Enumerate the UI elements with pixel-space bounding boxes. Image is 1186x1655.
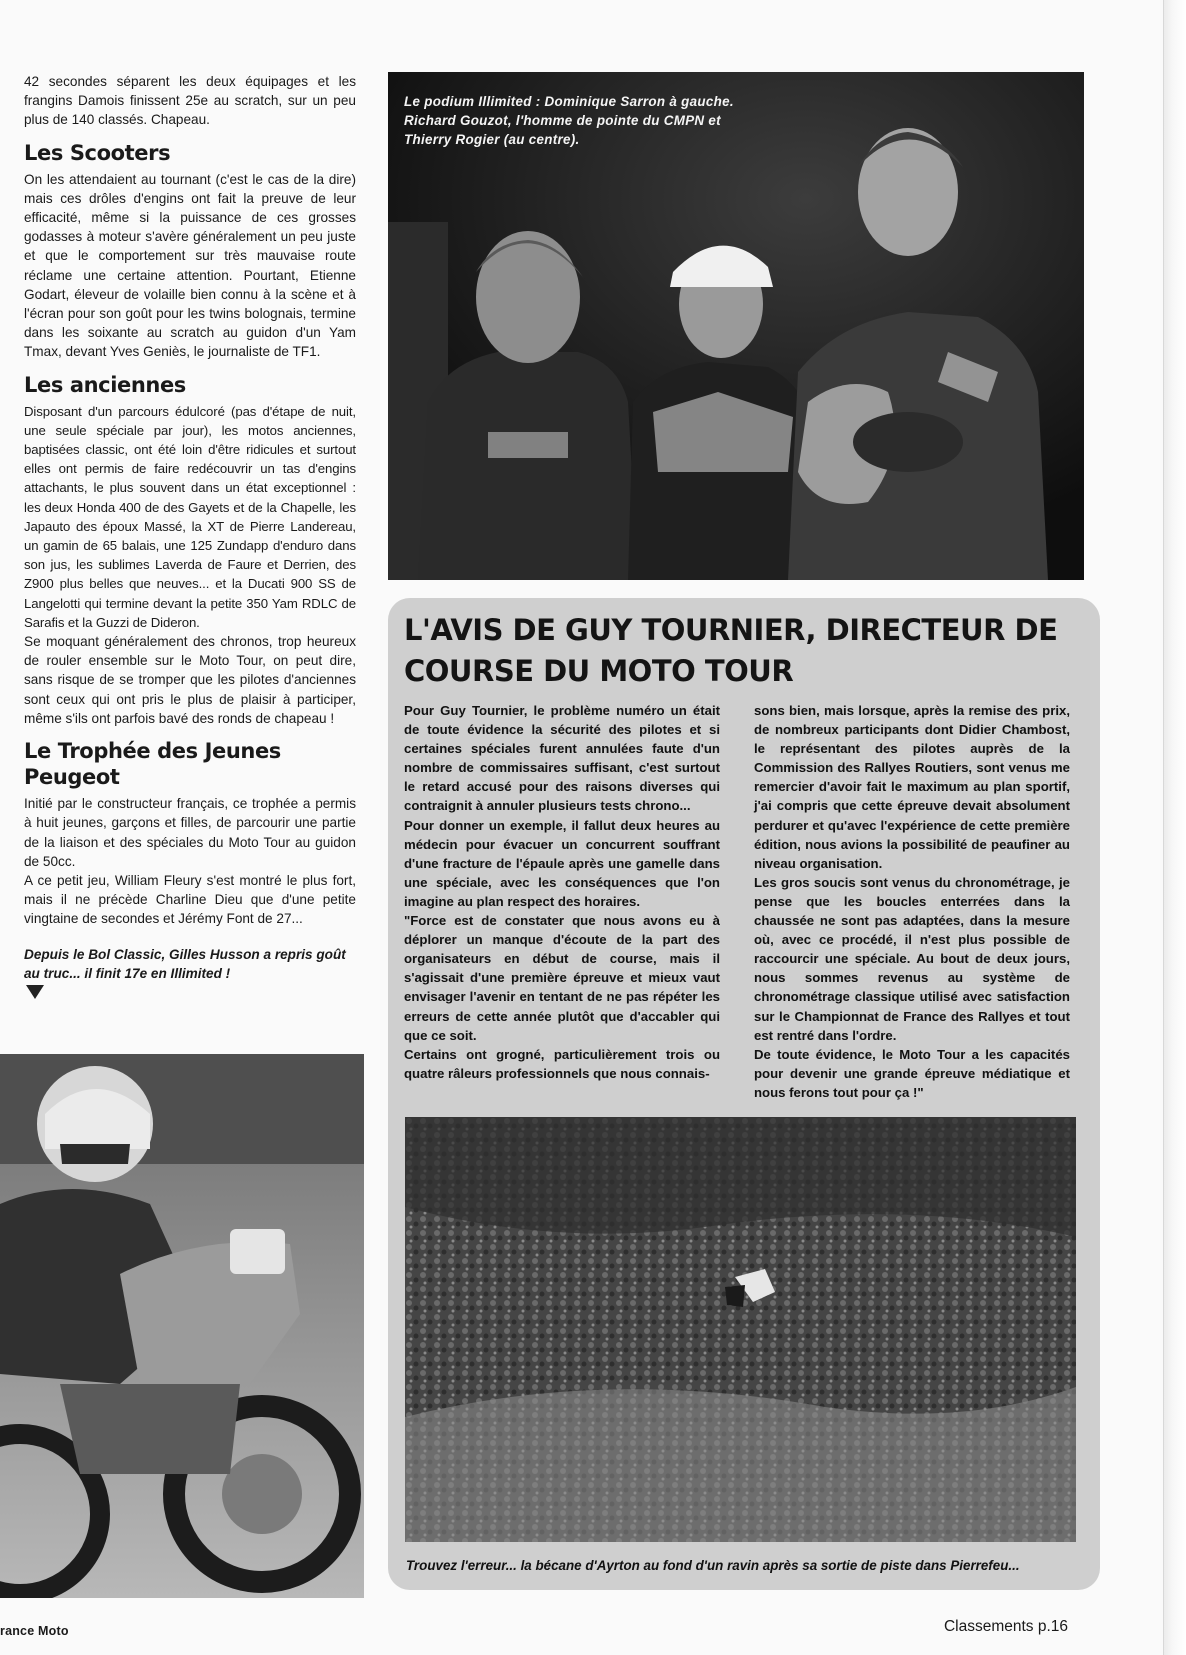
left-column	[24, 72, 356, 999]
ravine-photo	[405, 1117, 1076, 1542]
page-edge	[1163, 0, 1186, 1655]
trophee-paragraph-1: Initié par le constructeur français, ce trophée a permis à huit jeunes, garçons et filles, de parcourir une partie de la liaison et des spéciales du Moto Tour au guidon de 50cc.	[24, 796, 356, 869]
scooters-paragraph: On les attendaient au tournant (c'est le cas de la dire) mais ces drôles d'engins ont fait la preuve de leur efficacité, même si la puissance de ces grosses godasses à moteur s'avère généralement un peu juste et que le comportement sur très mauvaise route réclame une certaine attention. Pourtant, Etienne Godart, éleveur de volaille bien connu à la scène et à l'écran pour son goût pour les twins bolognais, termine dans les soixante au scratch au guidon d'un Yam Tmax, devant Yves Geniès, le journaliste de TF1.	[24, 171, 356, 360]
rider-motorcycle-photo	[0, 1054, 364, 1598]
ravine-photo-caption: Trouvez l'erreur... la bécane d'Ayrton au fond d'un ravin après sa sortie de piste dans Pierrefeu...	[406, 1558, 1020, 1573]
trophee-paragraph-2: A ce petit jeu, William Fleury s'est montré le plus fort, mais il ne précède Charline Dieu que d'une petite vingtaine de secondes et Jérémy Font de 27...	[24, 872, 356, 927]
podium-photo	[388, 72, 1084, 580]
podium-photo-caption: Le podium Illimited : Dominique Sarron à gauche. Richard Gouzot, l'homme de pointe du CMPN et Thierry Rogier (au centre).	[404, 94, 734, 147]
heading-trophee-peugeot: Le Trophée des Jeunes Peugeot	[24, 739, 281, 790]
heading-scooters: Les Scooters	[24, 140, 171, 165]
anciennes-paragraph-1: Disposant d'un parcours édulcoré (pas d'étape de nuit, une seule spéciale par jour), les motos anciennes, baptisées classic, ont été loin d'être ridicules et surtout elles ont permis de faire redécouvrir un tas d'engins attachants, le plus souvent dans un état exceptionnel : les deux Honda 400 de des Gayets et de la Chapelle, les Japauto des époux Massé, la XT de Pierre Landereau, un gamin de 65 balais, une 125 Zundapp d'enduro dans son jus, les sublimes Laverda de Faure et Derrien, des Z900 plus belles que neuves... et la Ducati 900 SS de Langelotti qui termine devant la petite 350 Yam RDLC de Sarafis et la Guzzi de Dideron.	[24, 403, 356, 630]
caption-pointer-triangle	[26, 985, 44, 999]
avis-column-1: Pour Guy Tournier, le problème numéro un était de toute évidence la sécurité des pilotes et si certaines spéciales furent annulées faute d'un nombre de commissaires suffisant, c'est surtout le retard accusé pour des raisons diverses qui contraignit à annuler plusieurs tests chrono... Pour donner un exemple, il fallut deux heures au médecin pour évacuer un concurrent souffrant d'une fracture de l'épaule après une gamelle dans une spéciale, avec les conséquences que l'on imagine au plan respect des horaires. "Force est de constater que nous avons eu à déplorer un manque d'écoute de la part des organisateurs en début de course, mais il s'agissait d'une première épreuve et mieux vaut envisager l'avenir en tentant de ne pas répéter les erreurs de cette année plutôt que d'accabler qui que ce soit. Certains ont grogné, particulièrement trois ou quatre râleurs professionnels que nous connais-	[404, 703, 720, 1081]
heading-anciennes: Les anciennes	[24, 372, 186, 397]
bike-photo-caption: Depuis le Bol Classic, Gilles Husson a repris goût au truc... il finit 17e en Illimited !	[24, 946, 346, 981]
anciennes-paragraph-2: Se moquant généralement des chronos, trop heureux de rouler ensemble sur le Moto Tour, on peut dire, sans risque de se tromper que les pilotes d'anciennes sont ceux qui ont pris le plus de plaisir à participer, même s'ils ont parfois bavé des ronds de chapeau !	[24, 634, 356, 726]
avis-column-2: sons bien, mais lorsque, après la remise des prix, de nombreux participants dont Didier Chambost, le représentant des pilotes auprès de la Commission des Rallyes Routiers, sont venus me remercier d'avoir fait le maximum au plan sportif, j'ai compris que cette épreuve devait absolument perdurer et qu'avec l'expérience de cette première édition, nous avions la possibilité de peaufiner au niveau organisation. Les gros soucis sont venus du chronométrage, je pense que les boucles enterrées dans la chaussée ne sont pas adaptées, dans la mesure où, avec ce procédé, il n'est plus possible de raccourcir une spéciale. Au bout de deux jours, nous sommes revenus au système de chronométrage classique utilisé avec satisfaction sur le Championnat de France des Rallyes et tout est rentré dans l'ordre. De toute évidence, le Moto Tour a les capacités pour devenir une grande épreuve médiatique et nous ferons tout pour ça !"	[754, 703, 1070, 1100]
magazine-name: rance Moto	[0, 1624, 69, 1638]
page-number: Classements p.16	[943, 1618, 1068, 1635]
intro-paragraph: 42 secondes séparent les deux équipages et les frangins Damois finissent 25e au scratch, sur un peu plus de 140 classés. Chapeau.	[24, 74, 356, 128]
avis-title: L'AVIS DE GUY TOURNIER, DIRECTEUR DE COURSE DU MOTO TOUR	[404, 613, 1058, 688]
